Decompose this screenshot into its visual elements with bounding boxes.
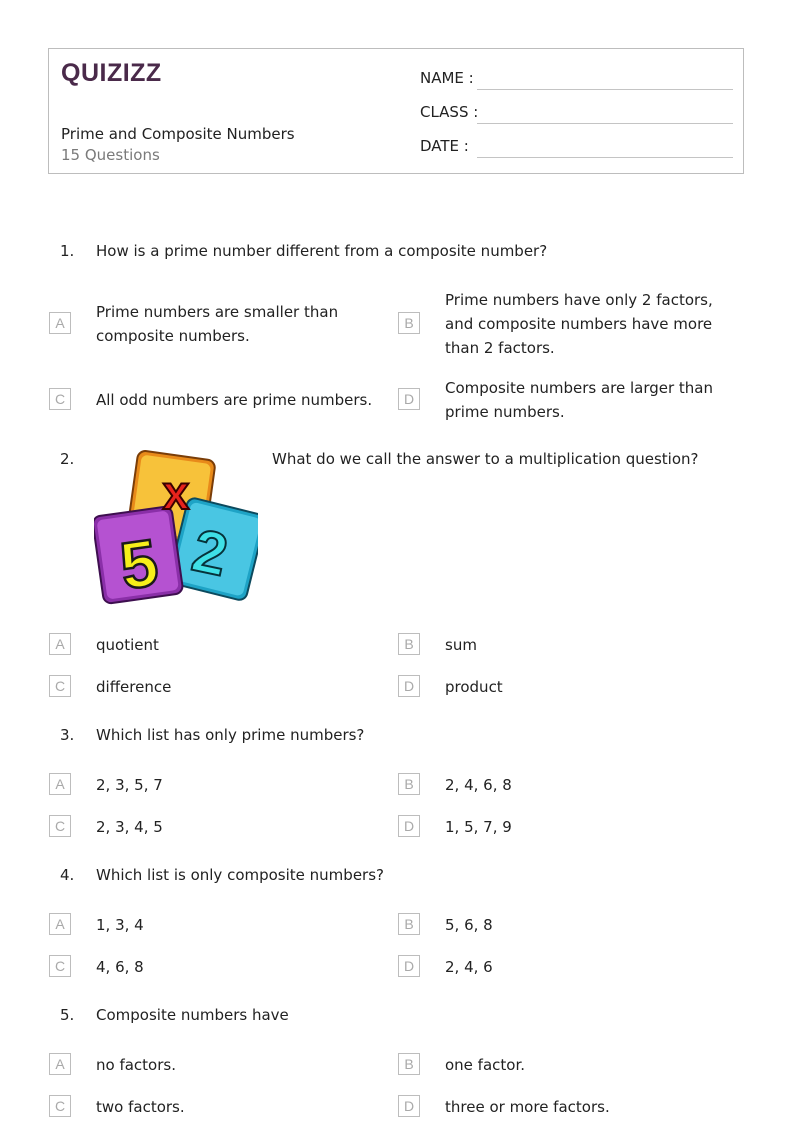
question-number: 2. bbox=[60, 450, 75, 468]
option-text: Composite numbers are larger than prime numbers. bbox=[445, 379, 714, 421]
option-letter-box[interactable]: A bbox=[49, 1053, 71, 1075]
question-number: 4. bbox=[60, 866, 75, 884]
option-letter-box[interactable]: A bbox=[49, 633, 71, 655]
option-letter-box[interactable]: C bbox=[49, 675, 71, 697]
card-symbol-text: x bbox=[162, 467, 190, 520]
option-letter-box[interactable]: B bbox=[398, 633, 420, 655]
name-line[interactable] bbox=[477, 89, 733, 90]
card-digit-text: 5 bbox=[115, 524, 163, 604]
option-letter-box[interactable]: C bbox=[49, 1095, 71, 1117]
option-text: no factors. bbox=[96, 1056, 176, 1074]
option-text: 1, 5, 7, 9 bbox=[445, 818, 512, 836]
card-digit-text: 2 bbox=[186, 516, 234, 589]
question-text: Which list is only composite numbers? bbox=[96, 866, 384, 884]
option-text: All odd numbers are prime numbers. bbox=[96, 391, 373, 409]
option-letter-box[interactable]: B bbox=[398, 773, 420, 795]
option-text: 5, 6, 8 bbox=[445, 916, 493, 934]
multiplication-cards-image bbox=[94, 447, 258, 609]
option-text: one factor. bbox=[445, 1056, 526, 1074]
question-text: Which list has only prime numbers? bbox=[96, 726, 365, 744]
quizizz-logo: QUIZIZZ bbox=[61, 59, 162, 87]
class-line[interactable] bbox=[477, 123, 733, 124]
option-text: Prime numbers have only 2 factors, and composite numbers have more than 2 factors. bbox=[445, 291, 713, 357]
question-count: 15 Questions bbox=[61, 146, 160, 164]
option-letter-box[interactable]: D bbox=[398, 815, 420, 837]
option-letter-box[interactable]: B bbox=[398, 1053, 420, 1075]
option-text: difference bbox=[96, 678, 172, 696]
option-letter-box[interactable]: B bbox=[398, 913, 420, 935]
option-text: quotient bbox=[96, 636, 159, 654]
option-text: sum bbox=[445, 636, 477, 654]
option-letter-box[interactable]: A bbox=[49, 312, 71, 334]
option-letter-box[interactable]: A bbox=[49, 773, 71, 795]
option-letter-box[interactable]: C bbox=[49, 955, 71, 977]
option-letter-box[interactable]: C bbox=[49, 815, 71, 837]
worksheet-title: Prime and Composite Numbers bbox=[61, 125, 295, 143]
option-letter-box[interactable]: A bbox=[49, 913, 71, 935]
class-label: CLASS : bbox=[420, 103, 479, 121]
option-letter-box[interactable]: D bbox=[398, 955, 420, 977]
option-text: 2, 4, 6 bbox=[445, 958, 493, 976]
option-letter-box[interactable]: B bbox=[398, 312, 420, 334]
option-text: 4, 6, 8 bbox=[96, 958, 144, 976]
option-text: 2, 4, 6, 8 bbox=[445, 776, 512, 794]
option-text: 2, 3, 5, 7 bbox=[96, 776, 163, 794]
option-text: product bbox=[445, 678, 503, 696]
question-text: Composite numbers have bbox=[96, 1006, 289, 1024]
question-number: 5. bbox=[60, 1006, 75, 1024]
option-letter-box[interactable]: D bbox=[398, 388, 420, 410]
worksheet-header bbox=[48, 48, 744, 174]
option-text: three or more factors. bbox=[445, 1098, 610, 1116]
option-letter-box[interactable]: D bbox=[398, 1095, 420, 1117]
question-text: How is a prime number different from a composite number? bbox=[96, 242, 548, 260]
question-number: 3. bbox=[60, 726, 75, 744]
option-text: 2, 3, 4, 5 bbox=[96, 818, 163, 836]
option-letter-box[interactable]: D bbox=[398, 675, 420, 697]
question-number: 1. bbox=[60, 242, 75, 260]
question-text: What do we call the answer to a multiplication question? bbox=[272, 450, 699, 468]
name-label: NAME : bbox=[420, 69, 474, 87]
option-text: 1, 3, 4 bbox=[96, 916, 144, 934]
option-text: two factors. bbox=[96, 1098, 185, 1116]
option-text: Prime numbers are smaller than composite numbers. bbox=[96, 303, 339, 345]
date-line[interactable] bbox=[477, 157, 733, 158]
date-label: DATE : bbox=[420, 137, 469, 155]
option-letter-box[interactable]: C bbox=[49, 388, 71, 410]
